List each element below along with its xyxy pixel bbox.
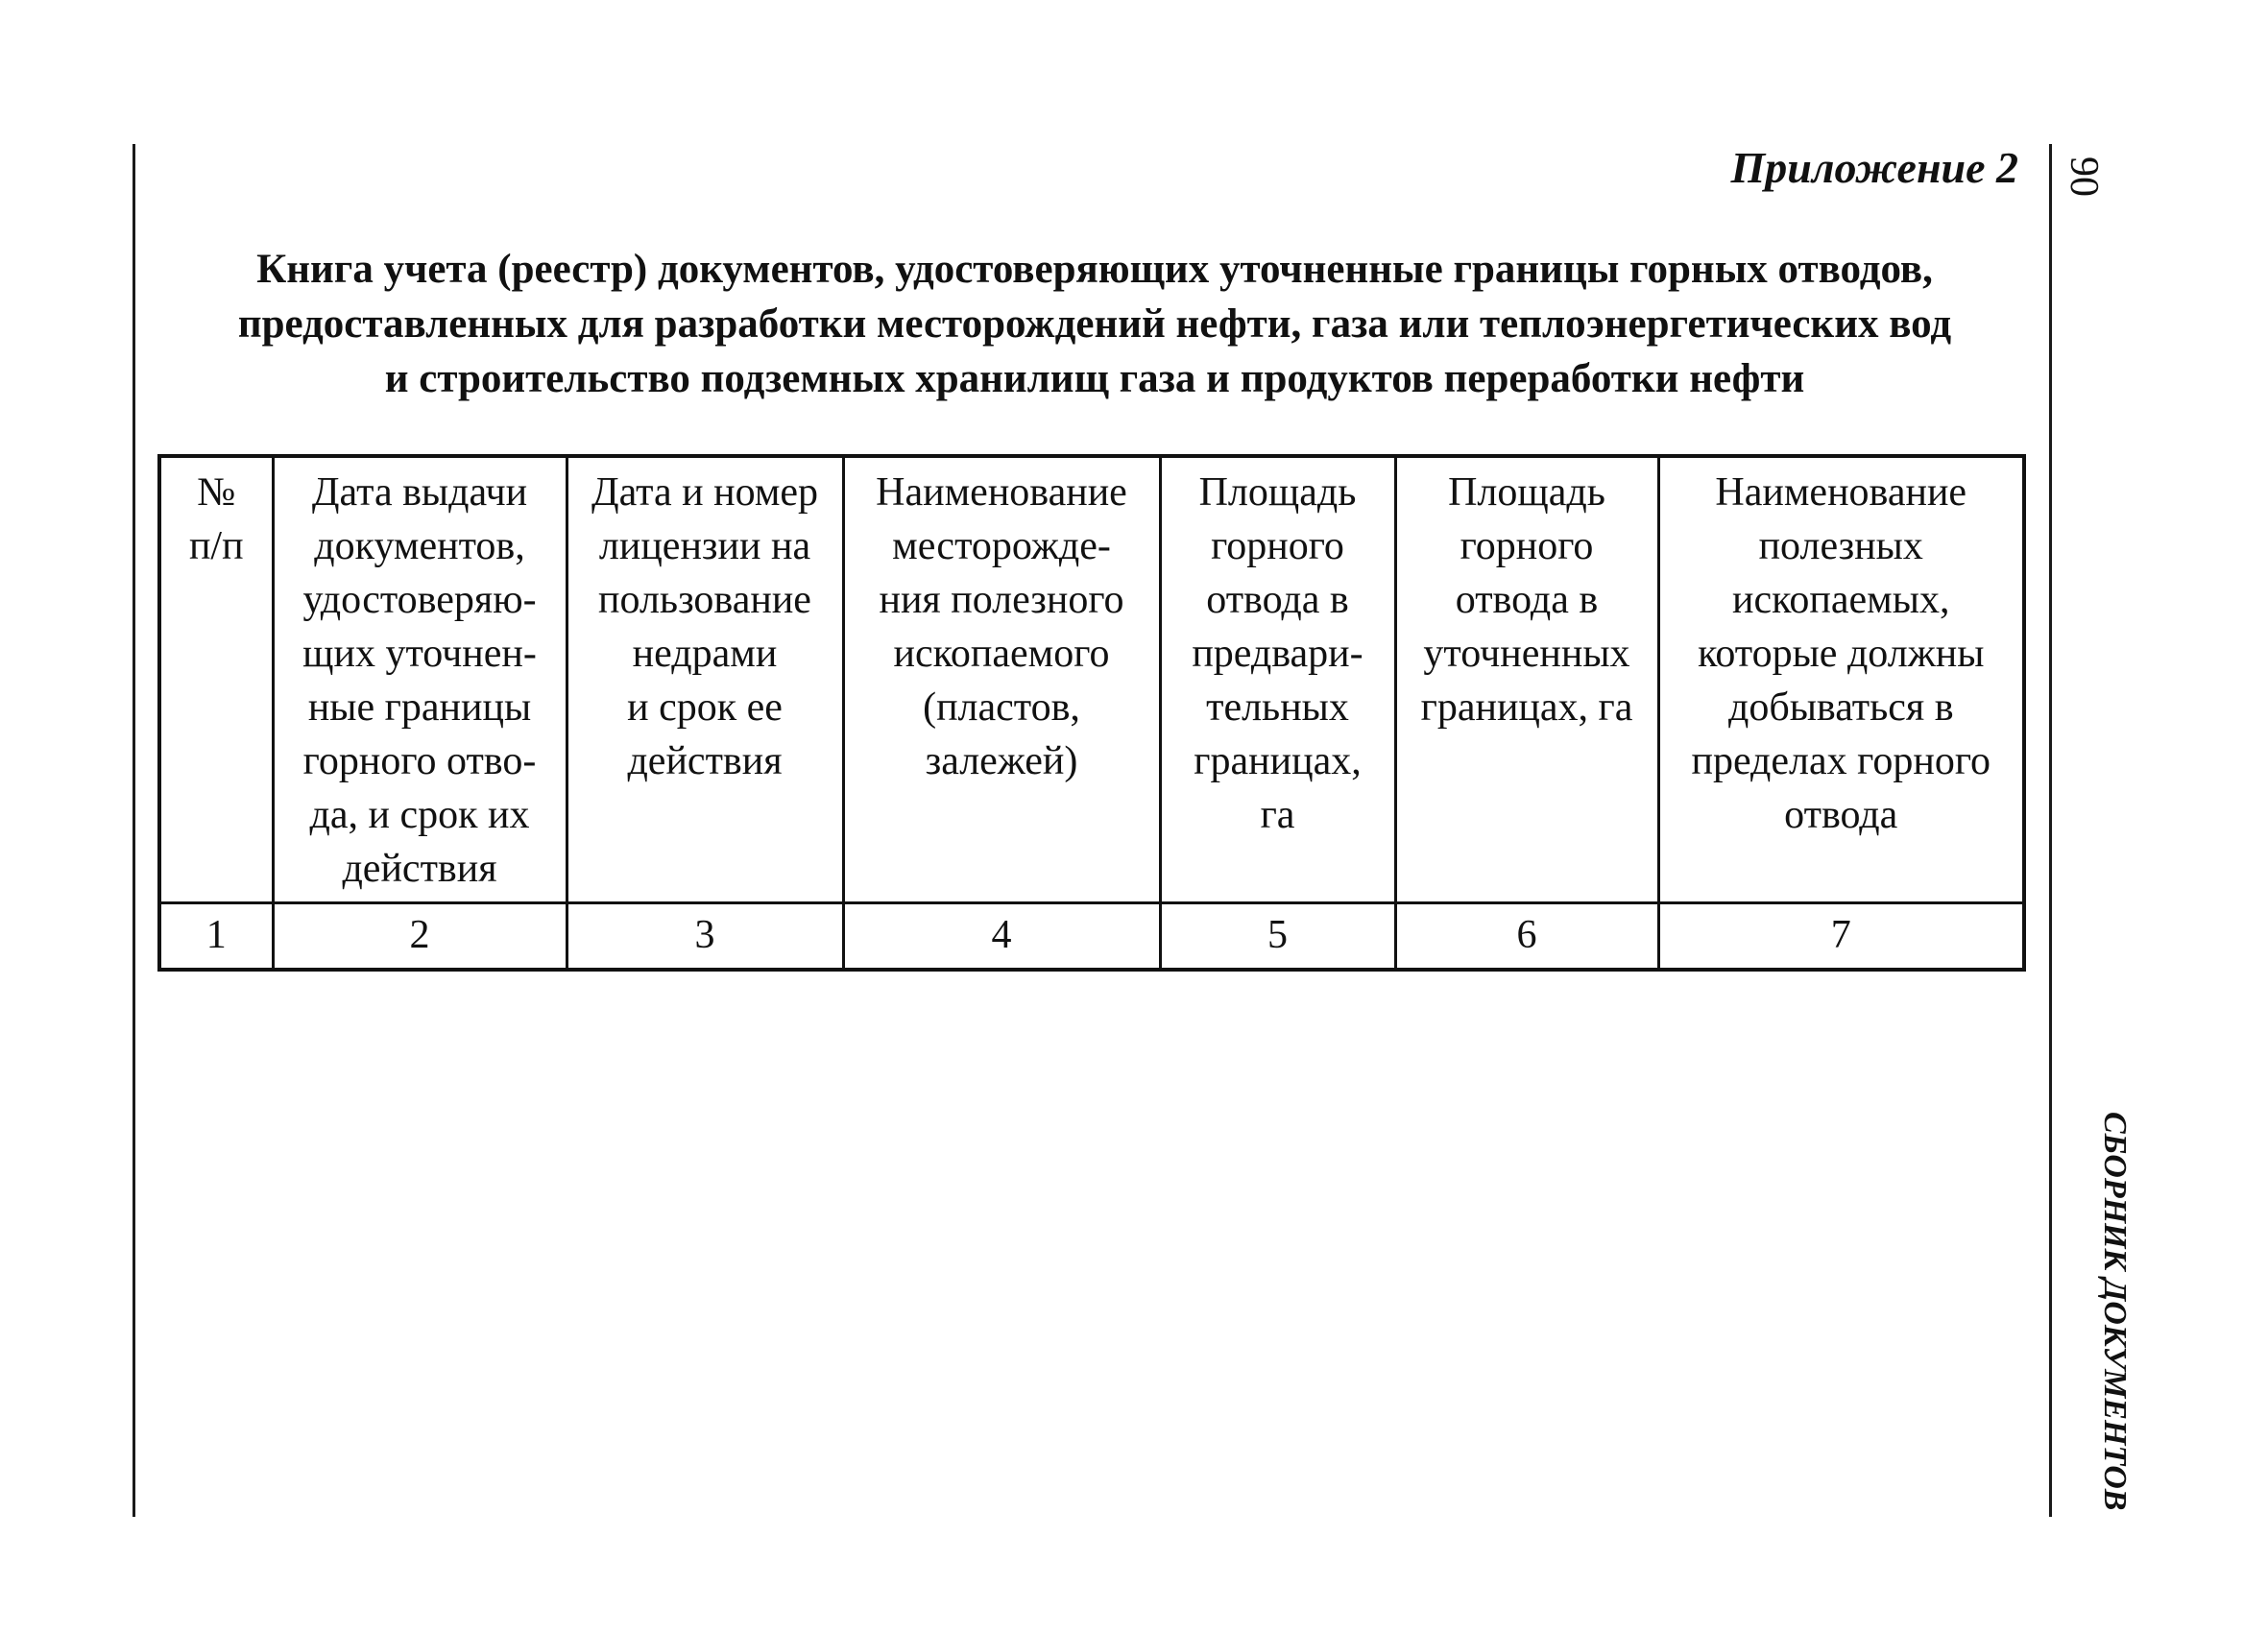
column-header <box>1160 456 1395 903</box>
right-margin-rule <box>2049 144 2052 1517</box>
column-header-line: уточненных <box>1423 632 1630 676</box>
column-header-line: да, и срок их <box>309 793 530 837</box>
column-header <box>567 456 843 903</box>
column-number-cell: 5 <box>1160 903 1395 971</box>
column-number-cell: 3 <box>567 903 843 971</box>
column-number-cell: 7 <box>1658 903 2024 971</box>
column-header-line: отвода в <box>1206 578 1349 622</box>
header-row <box>159 456 2024 903</box>
column-header-line: Наименование <box>1715 470 1967 515</box>
column-header-line: горного <box>1460 524 1594 568</box>
column-header-line: щих уточнен- <box>302 632 537 676</box>
column-header-line: Наименование <box>876 470 1127 515</box>
column-header-line: Дата выдачи <box>311 470 528 515</box>
column-header-line: Площадь <box>1448 470 1605 515</box>
column-header-line: Дата и номер <box>591 470 819 515</box>
column-header-line: га <box>1260 793 1295 837</box>
column-header-line: месторожде- <box>892 524 1111 568</box>
column-header-line: действия <box>342 847 497 891</box>
column-header <box>1395 456 1658 903</box>
column-header-line: ные границы <box>307 685 532 730</box>
column-header-line: границах, <box>1194 739 1362 783</box>
column-header-line: отвода <box>1784 793 1898 837</box>
column-header-line: № <box>197 470 236 515</box>
column-header-line: предвари- <box>1192 632 1363 676</box>
column-header-line: п/п <box>188 524 244 568</box>
column-number-cell: 1 <box>159 903 273 971</box>
appendix-label: Приложение 2 <box>1730 143 2018 192</box>
column-header-line: ископаемого <box>893 632 1110 676</box>
column-header-line: пользование <box>598 578 811 622</box>
column-header-line: удостоверяю- <box>302 578 537 622</box>
column-header-line: залежей) <box>925 739 1078 783</box>
document-title-line: Книга учета (реестр) документов, удостоверяющих уточненные границы горных отводов, <box>256 247 1933 292</box>
column-header-line: горного <box>1211 524 1344 568</box>
column-header-line: недрами <box>632 632 778 676</box>
column-header-line: действия <box>627 739 783 783</box>
column-number-cell: 4 <box>843 903 1160 971</box>
column-header-line: и срок ее <box>627 685 783 730</box>
left-margin-rule <box>133 144 135 1517</box>
page-number: 90 <box>2062 156 2106 197</box>
running-title: СБОРНИК ДОКУМЕНТОВ <box>2097 1112 2133 1511</box>
column-header <box>1658 456 2024 903</box>
column-header-line: лицензии на <box>598 524 811 568</box>
column-header <box>843 456 1160 903</box>
column-number-cell: 6 <box>1395 903 1658 971</box>
column-header-line: документов, <box>314 524 525 568</box>
column-header-line: полезных <box>1758 524 1923 568</box>
column-header-line: пределах горного <box>1691 739 1991 783</box>
column-header-line: которые должны <box>1698 632 1985 676</box>
column-header-line: ния полезного <box>879 578 1124 622</box>
column-header-line: отвода в <box>1455 578 1599 622</box>
column-header-line: добываться в <box>1727 685 1954 730</box>
column-number-row <box>159 903 2024 971</box>
document-title-line: и строительство подземных хранилищ газа и продуктов переработки нефти <box>384 356 1805 401</box>
register-table <box>157 454 2026 972</box>
column-header-line: Площадь <box>1198 470 1357 515</box>
column-number-cell: 2 <box>273 903 567 971</box>
column-header-line: тельных <box>1206 685 1349 730</box>
column-header-line: горного отво- <box>302 739 537 783</box>
column-header-line: ископаемых, <box>1732 578 1950 622</box>
column-header-line: границах, га <box>1420 685 1633 730</box>
column-header <box>159 456 273 903</box>
column-header <box>273 456 567 903</box>
document-title <box>154 242 2036 406</box>
document-title-line: предоставленных для разработки месторождений нефти, газа или теплоэнергетических вод <box>237 301 1952 347</box>
column-header-line: (пластов, <box>923 685 1080 730</box>
